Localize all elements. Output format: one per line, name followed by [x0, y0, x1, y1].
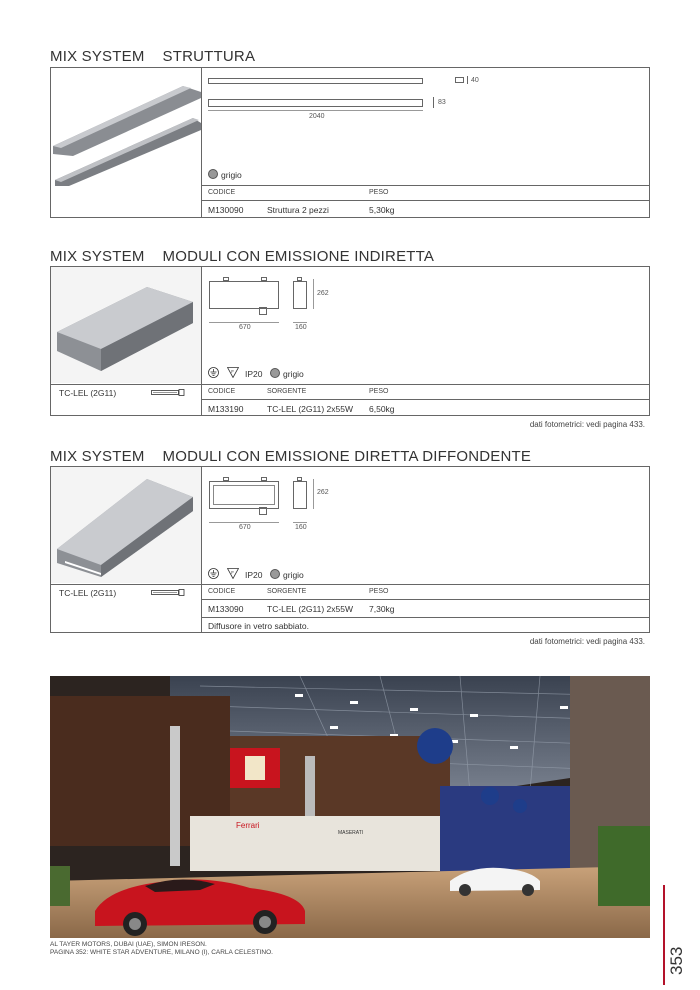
direct-module-image [51, 467, 201, 583]
color-label: grigio [283, 570, 304, 580]
header-code: CODICE [208, 189, 236, 196]
lamp-tube-icon [151, 389, 185, 396]
structure-product-image [51, 68, 201, 186]
lamp-tube-icon [151, 589, 185, 596]
row-source: TC-LEL (2G11) 2x55W [267, 404, 353, 414]
dim-length: 670 [239, 524, 251, 531]
grey-swatch-icon [208, 169, 218, 179]
header-source: SORGENTE [267, 588, 307, 595]
header-code: CODICE [208, 588, 236, 595]
photo-caption-line2: PAGINA 352: WHITE STAR ADVENTURE, MILANO (I), CARLA CELESTINO. [50, 949, 273, 956]
dim-height: 83 [438, 99, 446, 106]
lamp-label: TC-LEL (2G11) [59, 588, 117, 598]
section2-box [50, 266, 650, 416]
section1-box [50, 67, 650, 218]
section2-title-main: MIX SYSTEM [50, 248, 145, 265]
header-weight: PESO [369, 388, 389, 395]
photometric-note: dati fotometrici: vedi pagina 433. [529, 420, 645, 429]
photometric-note: dati fotometrici: vedi pagina 433. [529, 637, 645, 646]
dim-width: 40 [471, 77, 479, 84]
photo-caption-line1: AL TAYER MOTORS, DUBAI (UAE), SIMON IRESON. [50, 941, 207, 948]
color-label: grigio [283, 369, 304, 379]
header-code: CODICE [208, 388, 236, 395]
svg-text:F: F [231, 570, 235, 575]
indirect-module-image [51, 267, 201, 383]
dim-width: 160 [295, 524, 307, 531]
row-code: M133090 [208, 604, 244, 614]
ip-rating: IP20 [245, 369, 263, 379]
grey-swatch-icon [270, 569, 280, 579]
header-weight: PESO [369, 189, 389, 196]
section1-subtitle: STRUTTURA [162, 48, 256, 65]
row-code: M130090 [208, 205, 244, 215]
f-mark-icon [227, 568, 239, 579]
dim-width: 160 [295, 324, 307, 331]
dim-length: 670 [239, 324, 251, 331]
lamp-label: TC-LEL (2G11) [59, 388, 117, 398]
section3-title-main: MIX SYSTEM [50, 448, 145, 465]
section3-box [50, 466, 650, 633]
maserati-sign: MASERATI [338, 830, 364, 836]
grey-swatch-icon [270, 368, 280, 378]
row-weight: 6,50kg [369, 404, 395, 414]
section3-subtitle: MODULI CON EMISSIONE DIRETTA DIFFONDENTE [162, 448, 532, 465]
f-mark-icon [227, 367, 239, 378]
section1-title [50, 48, 255, 65]
earth-ground-icon [208, 367, 219, 378]
section2-title [50, 248, 434, 265]
section3-title [50, 448, 531, 465]
dim-length: 2040 [309, 113, 325, 120]
header-source: SORGENTE [267, 388, 307, 395]
row-desc: Struttura 2 pezzi [267, 205, 329, 215]
color-label: grigio [221, 170, 242, 180]
showroom-illustration [50, 676, 650, 938]
diffuser-note: Diffusore in vetro sabbiato. [208, 621, 309, 631]
header-weight: PESO [369, 588, 389, 595]
page-number: 353 [667, 946, 686, 975]
row-weight: 5,30kg [369, 205, 395, 215]
showroom-photo [50, 676, 650, 938]
section1-title-main: MIX SYSTEM [50, 48, 145, 65]
dim-height: 262 [317, 290, 329, 297]
svg-text:F: F [231, 369, 235, 374]
section2-subtitle: MODULI CON EMISSIONE INDIRETTA [162, 248, 435, 265]
ip-rating: IP20 [245, 570, 263, 580]
page-accent-line [663, 885, 665, 985]
dim-height: 262 [317, 489, 329, 496]
earth-ground-icon [208, 568, 219, 579]
row-source: TC-LEL (2G11) 2x55W [267, 604, 353, 614]
row-code: M133190 [208, 404, 244, 414]
ferrari-sign: Ferrari [236, 821, 260, 830]
row-weight: 7,30kg [369, 604, 395, 614]
